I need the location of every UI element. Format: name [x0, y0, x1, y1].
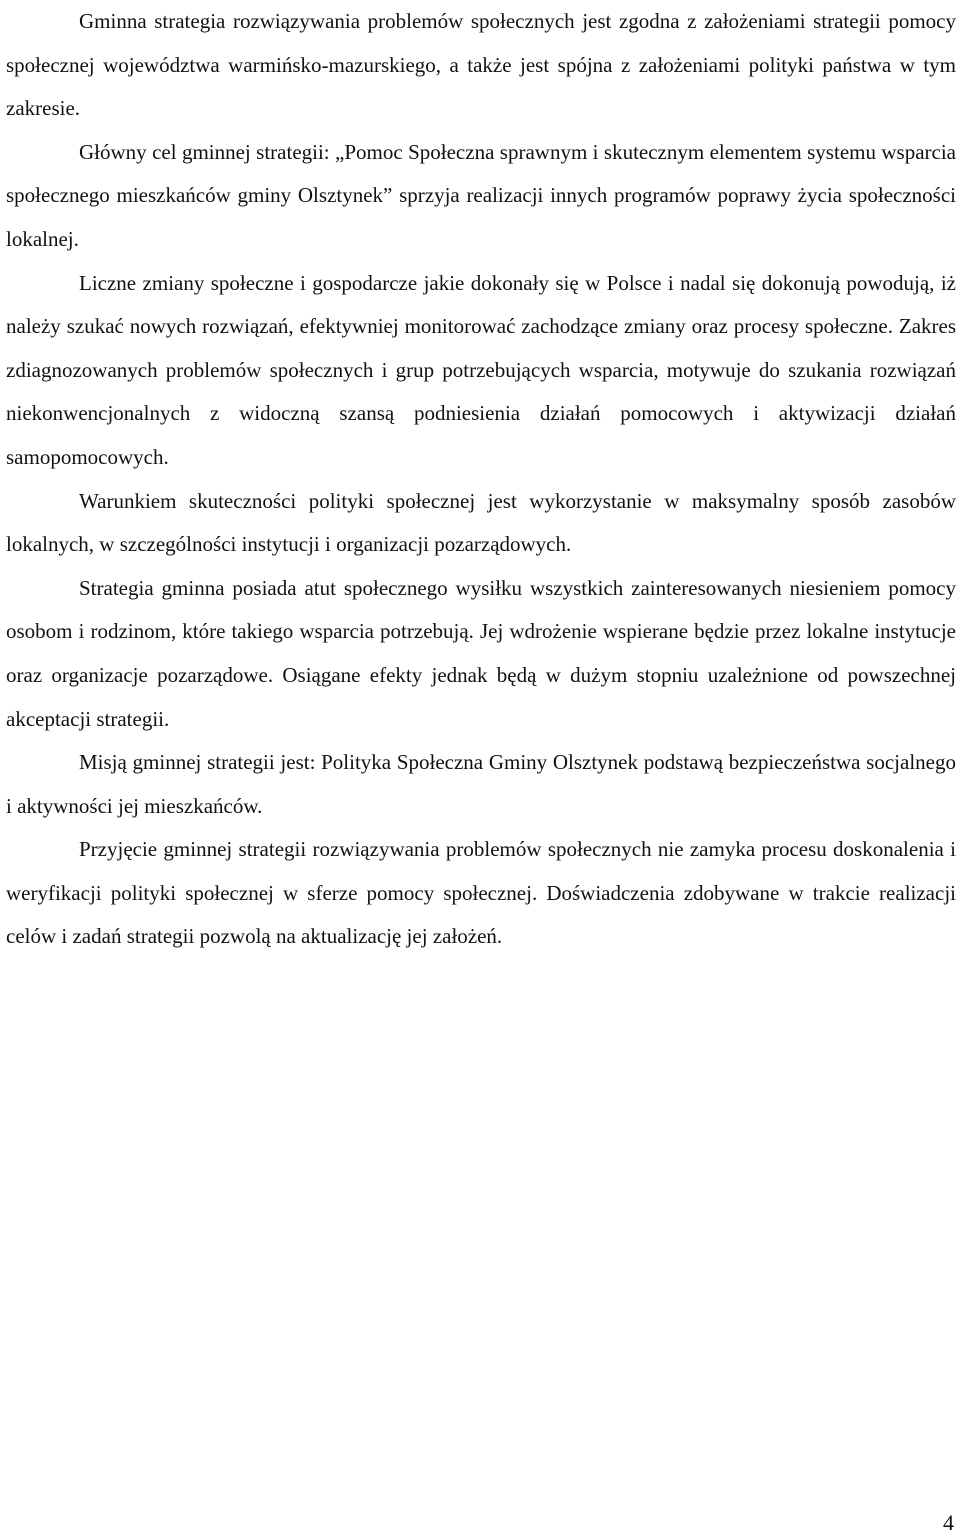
- paragraph-social-changes: Liczne zmiany społeczne i gospodarcze jakie dokonały się w Polsce i nadal się dokonują powodują, iż należy szukać nowych rozwiązań, efektywniej monitorować zachodzące zmiany oraz procesy społeczne. Zakres zdiagnozowanych problemów społecznych i grup potrzebujących wsparcia, motywuje do szukania rozwiązań niekonwencjonalnych z widoczną szansą podniesienia działań pomocowych i aktywizacji działań samopomocowych.: [6, 270, 956, 469]
- paragraph-strategy-consistency: Gminna strategia rozwiązywania problemów społecznych jest zgodna z założeniami strategii pomocy społecznej województwa warmińsko-mazurskiego, a także jest spójna z założeniami polityki państwa w tym zakresie.: [6, 9, 956, 121]
- paragraph-adoption: Przyjęcie gminnej strategii rozwiązywania problemów społecznych nie zamyka procesu doskonalenia i weryfikacji polityki społecznej w sferze pomocy społecznej. Doświadczenia zdobywane w trakcie realizacji celów i zadań strategii pozwolą na aktualizację jej założeń.: [6, 837, 956, 949]
- document-body: [6, 0, 956, 959]
- paragraph-main-goal: Główny cel gminnej strategii: „Pomoc Społeczna sprawnym i skutecznym elementem systemu wsparcia społecznego mieszkańców gminy Olsztynek” sprzyja realizacji innych programów poprawy życia społeczności lokalnej.: [6, 139, 956, 251]
- paragraph-effectiveness-condition: Warunkiem skuteczności polityki społecznej jest wykorzystanie w maksymalny sposób zasobów lokalnych, w szczególności instytucji i organizacji pozarządowych.: [6, 488, 956, 557]
- paragraph-mission: Misją gminnej strategii jest: Polityka Społeczna Gminy Olsztynek podstawą bezpieczeństwa socjalnego i aktywności jej mieszkańców.: [6, 750, 956, 818]
- page-number: 4: [943, 1510, 954, 1535]
- paragraph-strategy-asset: Strategia gminna posiada atut społecznego wysiłku wszystkich zainteresowanych niesieniem pomocy osobom i rodzinom, które takiego wsparcia potrzebują. Jej wdrożenie wspierane będzie przez lokalne instytucje oraz organizacje pozarządowe. Osiągane efekty jednak będą w dużym stopniu uzależnione od powszechnej akceptacji strategii.: [6, 575, 956, 731]
